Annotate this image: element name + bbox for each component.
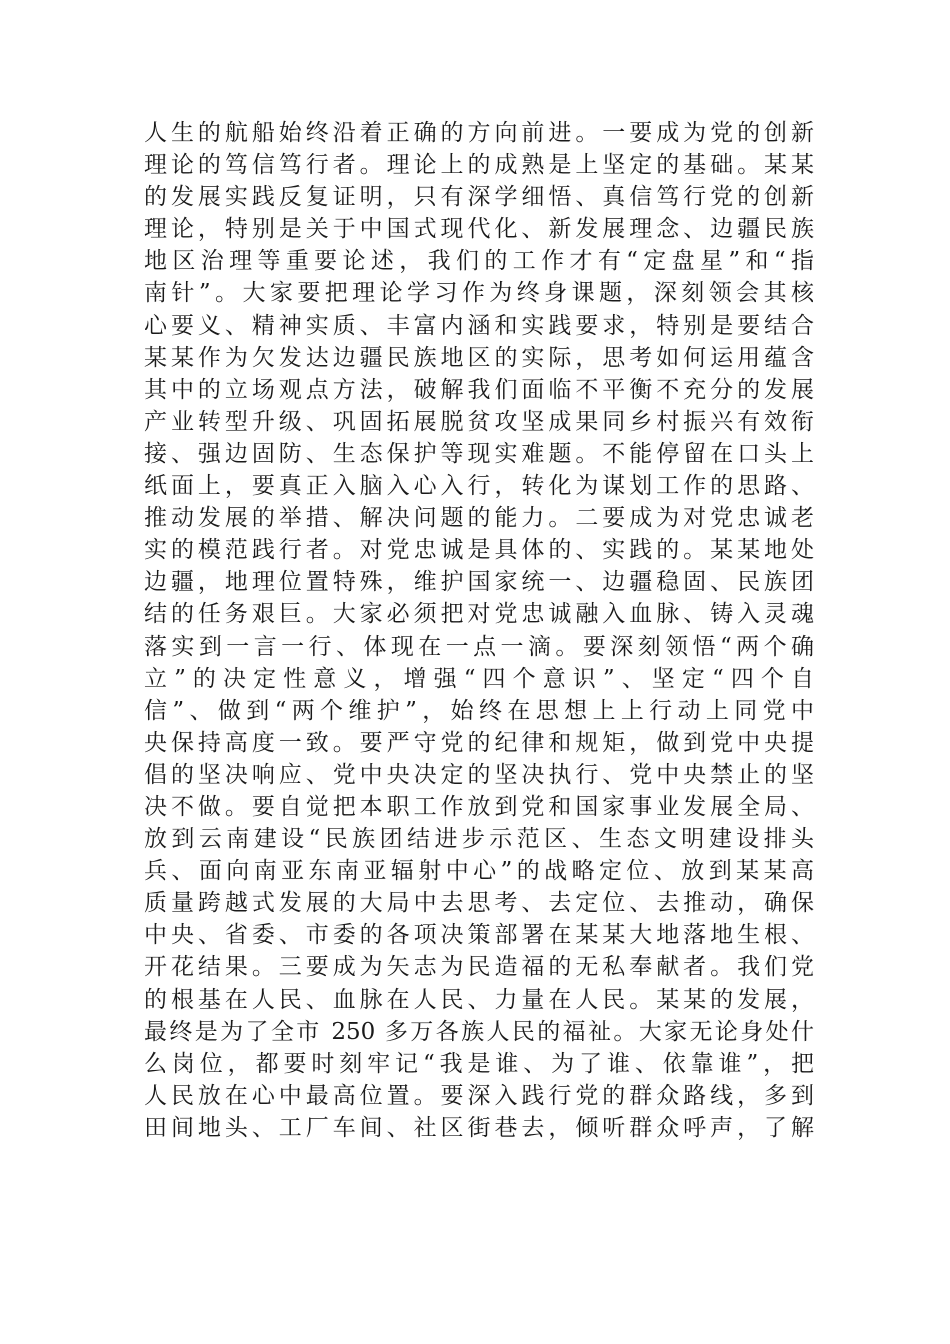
text-line: 立”的决定性意义，增强“四个意识”、坚定“四个自 bbox=[144, 665, 814, 692]
text-line: 的根基在人民、血脉在人民、力量在人民。某某的发展， bbox=[144, 986, 814, 1013]
text-line: 放到云南建设“民族团结进步示范区、生态文明建设排头 bbox=[144, 826, 814, 853]
text-line: 理论，特别是关于中国式现代化、新发展理念、边疆民族 bbox=[144, 216, 814, 243]
text-line: 开花结果。三要成为矢志为民造福的无私奉献者。我们党 bbox=[144, 954, 814, 981]
text-line: 边疆，地理位置特殊，维护国家统一、边疆稳固、民族团 bbox=[144, 569, 814, 596]
text-line: 接、强边固防、生态保护等现实难题。不能停留在口头上 bbox=[144, 440, 814, 467]
text-line: 么岗位，都要时刻牢记“我是谁、为了谁、依靠谁”，把 bbox=[144, 1050, 814, 1077]
text-line: 倡的坚决响应、党中央决定的坚决执行、党中央禁止的坚 bbox=[144, 761, 814, 788]
text-line: 实的模范践行者。对党忠诚是具体的、实践的。某某地处 bbox=[144, 537, 814, 564]
text-line: 理论的笃信笃行者。理论上的成熟是上坚定的基础。某某 bbox=[144, 152, 814, 179]
text-line: 推动发展的举措、解决问题的能力。二要成为对党忠诚老 bbox=[144, 505, 814, 532]
text-line: 田间地头、工厂车间、社区街巷去，倾听群众呼声，了解 bbox=[144, 1114, 814, 1141]
text-line: 落实到一言一行、体现在一点一滴。要深刻领悟“两个确 bbox=[144, 633, 814, 660]
text-line: 其中的立场观点方法，破解我们面临不平衡不充分的发展 bbox=[144, 376, 814, 403]
text-line: 心要义、精神实质、丰富内涵和实践要求，特别是要结合 bbox=[144, 312, 814, 339]
text-line: 南针”。大家要把理论学习作为终身课题，深刻领会其核 bbox=[144, 280, 814, 307]
text-line: 央保持高度一致。要严守党的纪律和规矩，做到党中央提 bbox=[144, 729, 814, 756]
text-line: 人民放在心中最高位置。要深入践行党的群众路线，多到 bbox=[144, 1082, 814, 1109]
text-line: 质量跨越式发展的大局中去思考、去定位、去推动，确保 bbox=[144, 890, 814, 917]
text-line: 最终是为了全市 250 多万各族人民的福祉。大家无论身处什 bbox=[144, 1018, 814, 1045]
text-line: 的发展实践反复证明，只有深学细悟、真信笃行党的创新 bbox=[144, 184, 814, 211]
text-line: 纸面上，要真正入脑入心入行，转化为谋划工作的思路、 bbox=[144, 473, 814, 500]
text-line: 地区治理等重要论述，我们的工作才有“定盘星”和“指 bbox=[144, 248, 814, 275]
text-line: 信”、做到“两个维护”，始终在思想上上行动上同党中 bbox=[144, 697, 814, 724]
text-line: 人生的航船始终沿着正确的方向前进。一要成为党的创新 bbox=[144, 120, 814, 146]
body-text bbox=[144, 117, 814, 1144]
text-line: 兵、面向南亚东南亚辐射中心”的战略定位、放到某某高 bbox=[144, 858, 814, 885]
text-line: 产业转型升级、巩固拓展脱贫攻坚成果同乡村振兴有效衔 bbox=[144, 408, 814, 435]
text-line: 决不做。要自觉把本职工作放到党和国家事业发展全局、 bbox=[144, 793, 814, 820]
text-line: 结的任务艰巨。大家必须把对党忠诚融入血脉、铸入灵魂 bbox=[144, 601, 814, 628]
text-line: 中央、省委、市委的各项决策部署在某某大地落地生根、 bbox=[144, 922, 814, 949]
text-line: 某某作为欠发达边疆民族地区的实际，思考如何运用蕴含 bbox=[144, 344, 814, 371]
